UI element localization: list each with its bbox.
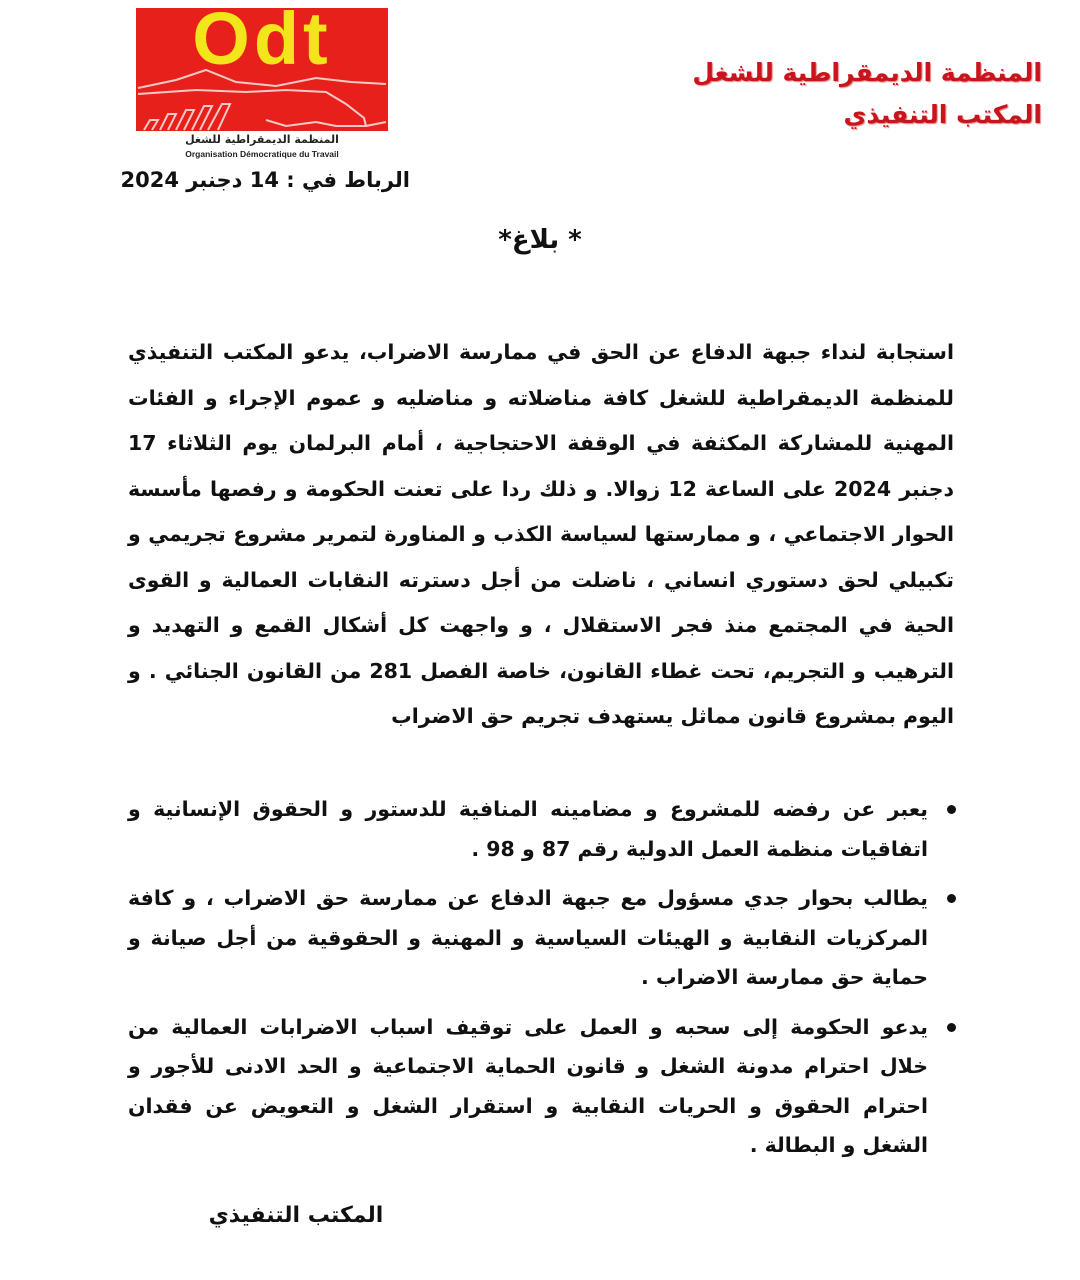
document-title: * بلاغ* [498, 225, 582, 255]
bullet-icon [947, 805, 956, 814]
logo-acronym: Odt [192, 8, 332, 80]
signature: المكتب التنفيذي [208, 1203, 384, 1228]
organization-name: المنظمة الديمقراطية للشغل [692, 58, 1042, 87]
list-item-text: يدعو الحكومة إلى سحبه و العمل على توقيف اسباب الاضرابات العمالية من خلال احترام مدونة الشغل و قانون الحماية الاجتماعية و الحد الادنى للأجور و احترام الحقوق و الحريات النقابية و استقرار الشغل و التعويض عن فقدان الشغل و البطالة . [128, 1014, 928, 1157]
list-item-text: يعبر عن رفضه للمشروع و مضامينه المنافية للدستور و الحقوق الإنسانية و اتفاقيات منظمة العمل الدولية رقم 87 و 98 . [128, 797, 928, 861]
odt-logo [136, 8, 388, 131]
organization-header [622, 52, 1042, 136]
logo-caption-arabic: المنظمة الديمقراطية للشغل [185, 133, 339, 146]
list-item [128, 790, 928, 869]
list-item-text: يطالب بحوار جدي مسؤول مع جبهة الدفاع عن ممارسة حق الاضراب ، و كافة المركزيات النقابية و الهيئات السياسية و المهنية و الحقوقية من أجل صيانة و حماية حق ممارسة الاضراب . [128, 886, 928, 989]
demands-list [128, 790, 928, 1176]
list-item [128, 1008, 928, 1166]
logo-caption-french: Organisation Démocratique du Travail [185, 149, 339, 159]
bullet-icon [947, 1023, 956, 1032]
office-name: المكتب التنفيذي [843, 100, 1042, 129]
bullet-icon [947, 894, 956, 903]
handshake-emblem-icon [136, 68, 388, 131]
list-item [128, 879, 928, 998]
date-line: الرباط في : 14 دجنبر 2024 [120, 168, 410, 192]
body-paragraph: استجابة لنداء جبهة الدفاع عن الحق في ممارسة الاضراب، يدعو المكتب التنفيذي للمنظمة الديمقراطية للشغل كافة مناضلاته و مناضليه و عموم الإجراء و الفئات المهنية للمشاركة المكثفة في الوقفة الاحتجاجية ، أمام البرلمان يوم الثلاثاء 17 دجنبر 2024 على الساعة 12 زوالا. و ذلك ردا على تعنت الحكومة و رفصها مأسسة الحوار الاجتماعي ، و ممارستها لسياسة الكذب و المناورة لتمرير مشروع تجريمي و تكبيلي لحق دستوري انساني ، ناضلت من أجل دسترته النقابات العمالية و القوى الحية في المجتمع منذ فجر الاستقلال ، و واجهت كل أشكال القمع و التهديد و الترهيب و التجريم، تحت غطاء القانون، خاصة الفصل 281 من القانون الجنائي . و اليوم بمشروع قانون مماثل يستهدف تجريم حق الاضراب [128, 340, 954, 728]
